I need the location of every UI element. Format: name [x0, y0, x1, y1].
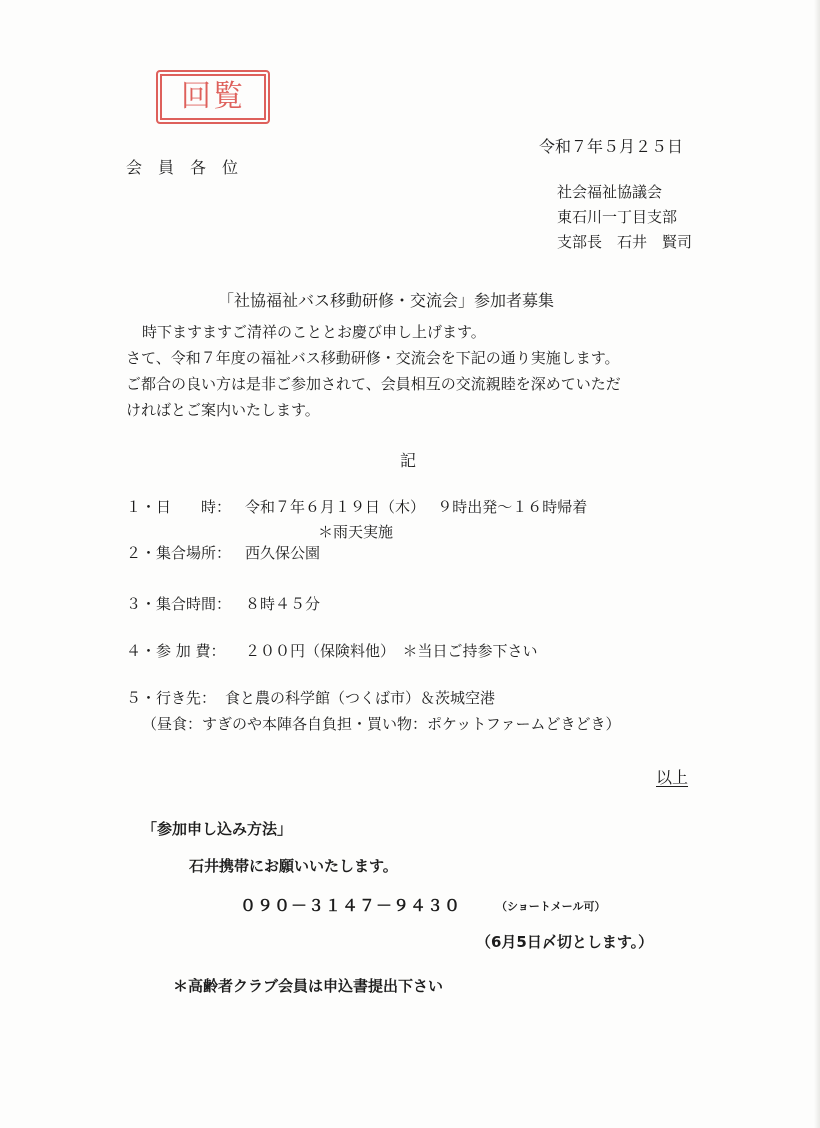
- apply-line: 石井携帯にお願いいたします。: [189, 857, 398, 875]
- deadline-note: （6月5日〆切とします。）: [476, 933, 654, 951]
- phone-note: （ショートメール可）: [496, 900, 606, 913]
- item-1-label: １・日 時：: [126, 498, 232, 516]
- ki-heading: 記: [400, 451, 417, 470]
- body-line-2: さて、令和７年度の福祉バス移動研修・交流会を下記の通り実施します。: [126, 349, 620, 367]
- item-2-label: ２・集合場所：: [126, 544, 232, 562]
- body-line-1: 時下ますますご清祥のこととお慶び申し上げます。: [142, 323, 486, 341]
- item-3-value: ８時４５分: [245, 595, 321, 613]
- senior-club-note: ＊高齢者クラブ会員は申込書提出下さい: [173, 977, 444, 995]
- closing-ijo: 以上: [656, 768, 689, 787]
- item-4-label: ４・参 加 費：: [126, 642, 226, 660]
- addressee: 会 員 各 位: [126, 158, 239, 177]
- circulation-stamp: 回覧: [156, 70, 270, 124]
- item-2-value: 西久保公園: [245, 544, 321, 562]
- item-1-value: 令和７年６月１９日（木） ９時出発～１６時帰着: [245, 498, 588, 516]
- document-title: 「社協福祉バス移動研修・交流会」参加者募集: [218, 291, 555, 310]
- sender-name: 支部長 石井 賢司: [557, 233, 693, 251]
- sender-organization: 社会福祉協議会: [557, 183, 663, 201]
- sender-branch: 東石川一丁目支部: [557, 208, 678, 226]
- item-1-note: ＊雨天実施: [318, 523, 394, 541]
- phone-number: ０９０－３１４７－９４３０: [240, 896, 462, 915]
- page-edge-shadow: [814, 0, 820, 1128]
- body-line-3: ご都合の良い方は是非ご参加されて、会員相互の交流親睦を深めていただ: [126, 375, 621, 393]
- item-5-value: 食と農の科学館（つくば市）＆茨城空港: [225, 689, 496, 707]
- body-line-4: ければとご案内いたします。: [126, 401, 320, 419]
- document-date: 令和７年５月２５日: [539, 137, 684, 156]
- item-5-note: （昼食：すぎのや本陣各自負担・買い物：ポケットファームどきどき）: [142, 715, 621, 733]
- apply-heading: 「参加申し込み方法」: [142, 820, 293, 838]
- item-3-label: ３・集合時間：: [126, 595, 232, 613]
- item-5-label: ５・行き先：: [126, 689, 217, 707]
- item-4-value: ２００円（保険料他） ＊当日ご持参下さい: [245, 642, 538, 660]
